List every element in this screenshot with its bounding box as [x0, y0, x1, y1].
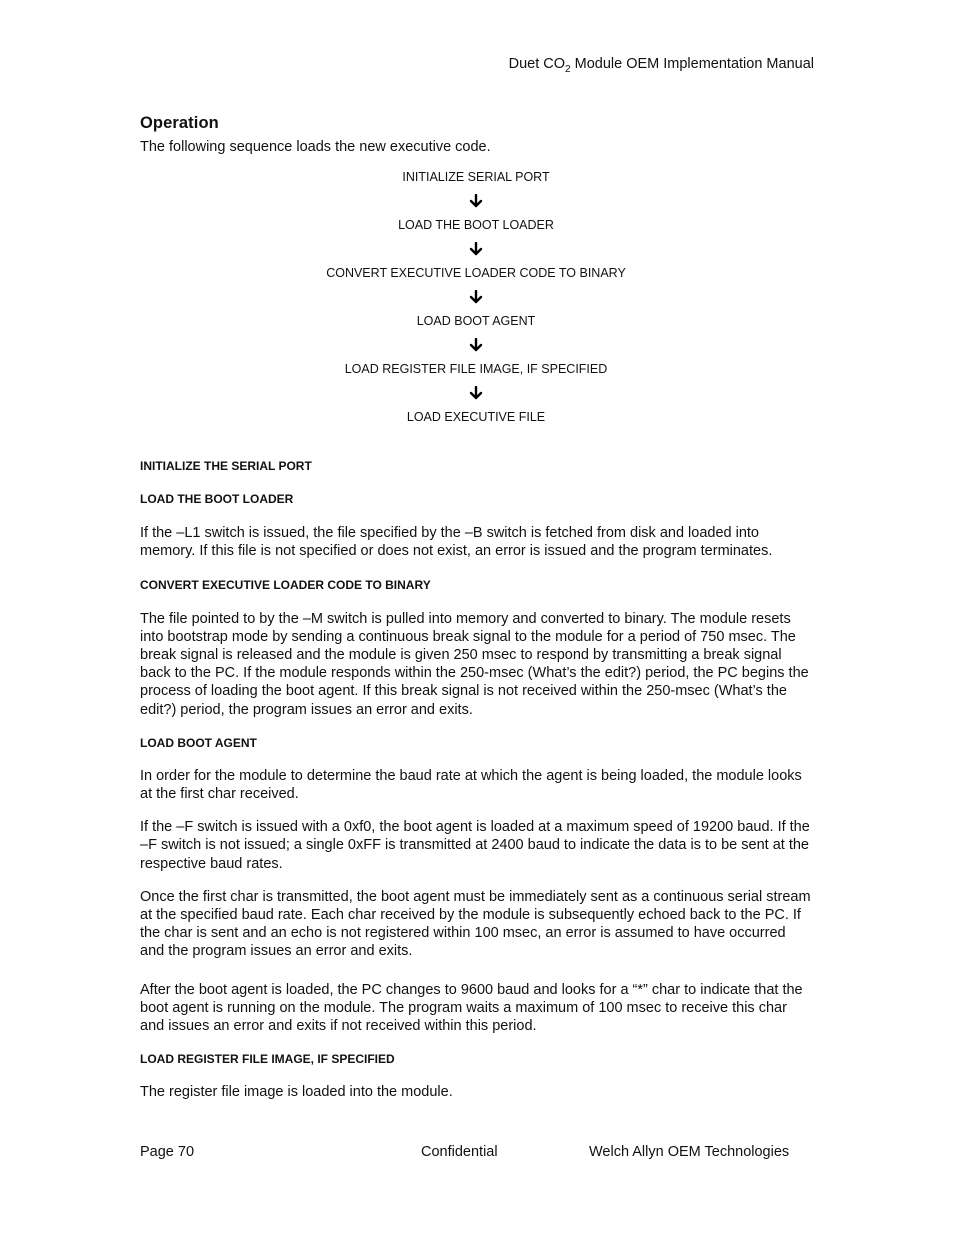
flow-step-initialize-serial-port: INITIALIZE SERIAL PORT	[402, 170, 550, 185]
register-file-paragraph: The register file image is loaded into the module.	[140, 1084, 453, 1101]
header-title-subscript: 2	[565, 63, 571, 75]
running-header	[0, 56, 814, 75]
subheading-convert-executive: CONVERT EXECUTIVE LOADER CODE TO BINARY	[140, 577, 431, 592]
header-title-suffix: Module OEM Implementation Manual	[570, 56, 814, 72]
section-heading: Operation	[140, 114, 219, 132]
down-arrow-icon	[140, 233, 812, 265]
flow-step-load-boot-agent: LOAD BOOT AGENT	[416, 314, 536, 329]
subheading-load-boot-agent: LOAD BOOT AGENT	[140, 735, 257, 750]
boot-agent-paragraph-4: After the boot agent is loaded, the PC changes to 9600 baud and looks for a “*” char to indicate that the boot agent is running on the module. The program waits a maximum of 100 msec to receive this char and issues an error and exits if not received within this period.	[140, 981, 803, 1035]
sequence-flowchart	[140, 169, 812, 425]
boot-agent-paragraph-2: If the –F switch is issued with a 0xf0, the boot agent is loaded at a maximum speed of 19200 baud. If the –F switch is not issued; a single 0xFF is transmitted at 2400 baud to indicate the data is to be sent at the respective baud rates.	[140, 819, 810, 872]
section-intro: The following sequence loads the new executive code.	[140, 139, 491, 155]
flow-step-load-register-file: LOAD REGISTER FILE IMAGE, IF SPECIFIED	[344, 362, 608, 377]
footer-page-number: Page 70	[140, 1144, 195, 1160]
down-arrow-icon	[140, 377, 812, 409]
page-content	[140, 114, 812, 1101]
footer-company: Welch Allyn OEM Technologies	[589, 1144, 790, 1160]
down-arrow-icon	[140, 329, 812, 361]
subheading-load-boot-loader: LOAD THE BOOT LOADER	[140, 492, 294, 507]
footer-confidential: Confidential	[421, 1144, 498, 1160]
boot-agent-paragraph-3: Once the first char is transmitted, the boot agent must be immediately sent as a continuous serial stream at the specified baud rate. Each char received by the module is subsequently echoed back to the PC. If the char is sent and an echo is not registered within 100 msec, an error is assumed to have occurred and the program issues an error and exits.	[140, 888, 811, 960]
flow-step-convert-executive: CONVERT EXECUTIVE LOADER CODE TO BINARY	[326, 266, 626, 281]
flow-step-load-executive-file: LOAD EXECUTIVE FILE	[406, 410, 546, 425]
subheading-load-register-file: LOAD REGISTER FILE IMAGE, IF SPECIFIED	[140, 1052, 395, 1067]
header-title-prefix: Duet CO	[508, 56, 566, 72]
down-arrow-icon	[140, 185, 812, 217]
boot-agent-paragraph-1: In order for the module to determine the baud rate at which the agent is being loaded, the module looks at the first char received.	[140, 767, 802, 803]
subheading-initialize-serial-port: INITIALIZE THE SERIAL PORT	[140, 459, 312, 474]
down-arrow-icon	[140, 281, 812, 313]
boot-loader-paragraph: If the –L1 switch is issued, the file specified by the –B switch is fetched from disk and loaded into memory. If this file is not specified or does not exist, an error is issued and the program terminates.	[140, 525, 773, 560]
convert-paragraph: The file pointed to by the –M switch is pulled into memory and converted to binary. The module resets into bootstrap mode by sending a continuous break signal to the module for a period of 750 msec. The break signal is released and the module is given 250 msec to respond by transmitting a break signal back to the PC. If the module responds within the 250-msec (What’s the edit?) period, the PC begins the process of loading the boot agent. If this break signal is not received within the 250-msec (What’s the edit?) period, the program issues an error and exits.	[140, 610, 809, 718]
flow-step-load-boot-loader: LOAD THE BOOT LOADER	[398, 218, 554, 233]
